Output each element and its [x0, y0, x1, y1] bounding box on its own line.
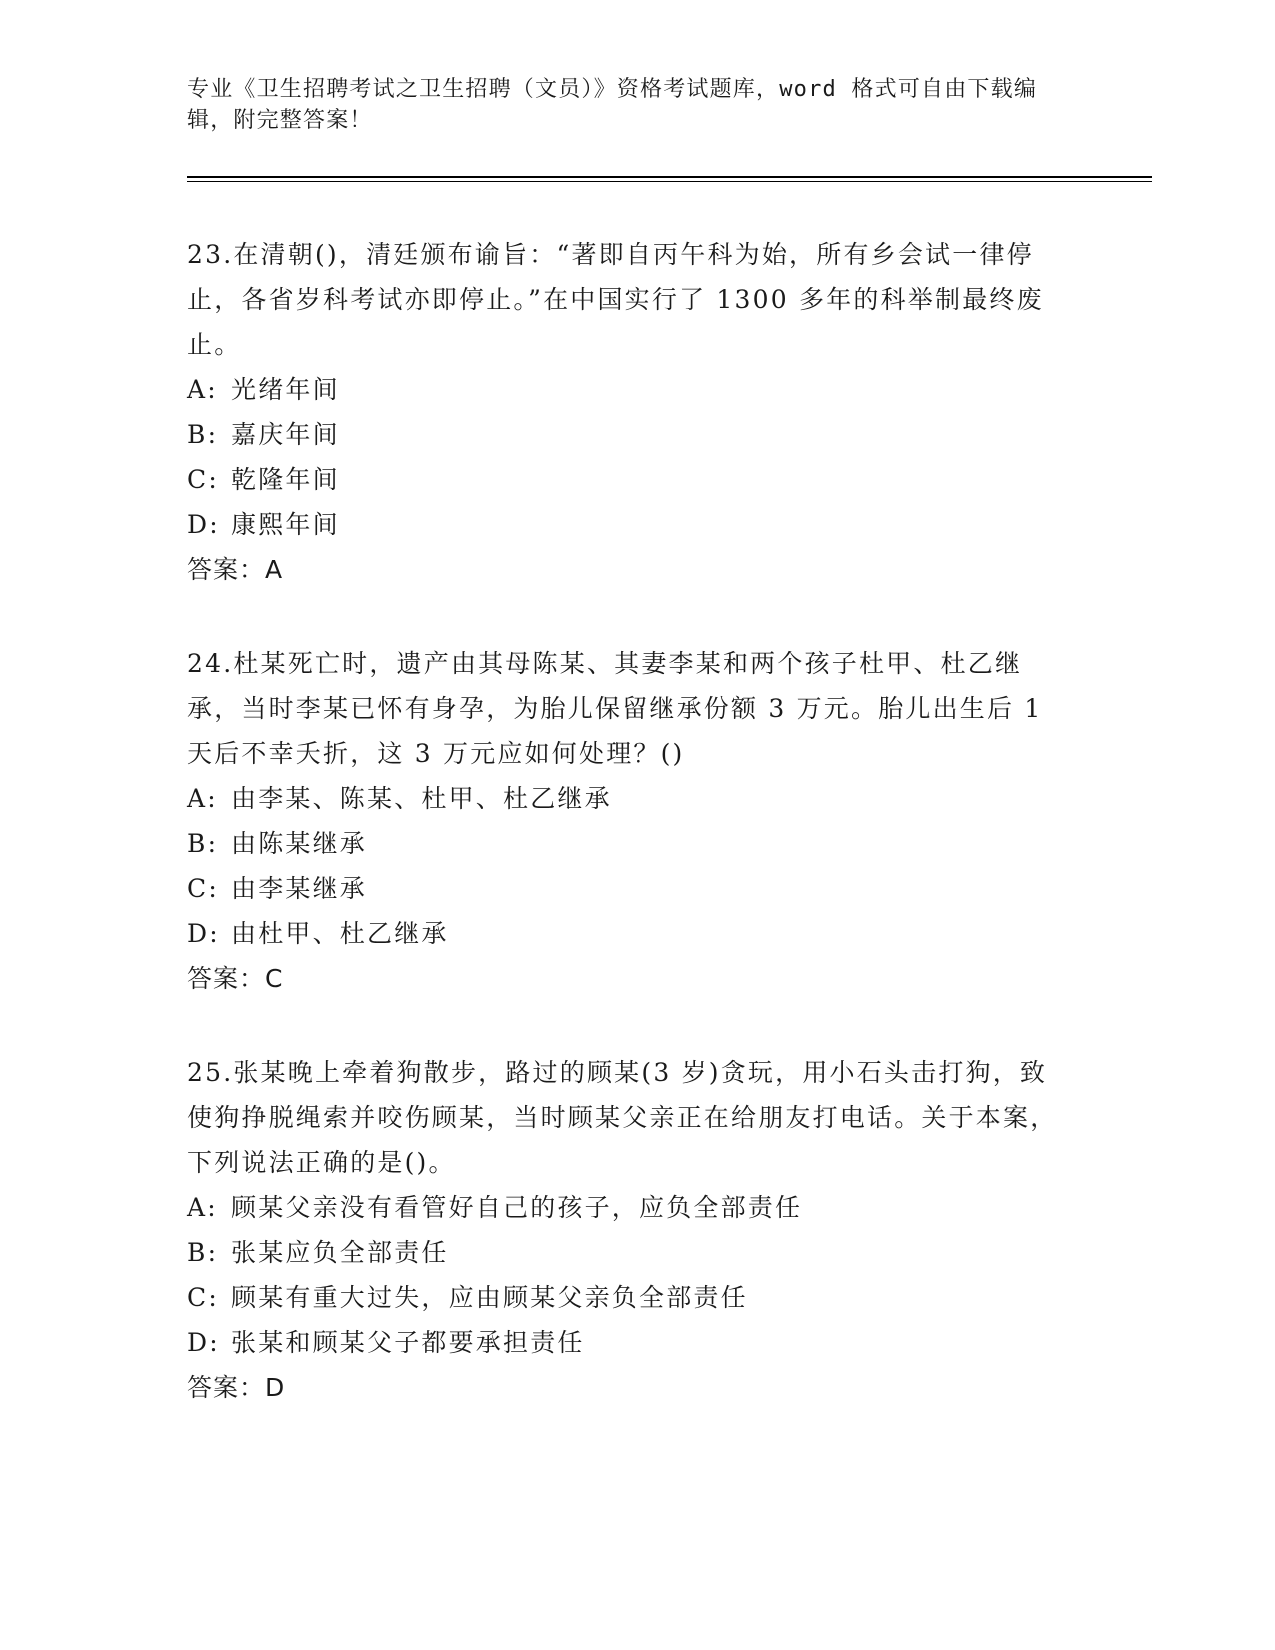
document-header: 专业《卫生招聘考试之卫生招聘（文员）》资格考试题库，word 格式可自由下载编辑，附完整答案！ — [187, 77, 1038, 133]
option-text: 光绪年间 — [231, 375, 340, 404]
option-c — [187, 866, 1067, 911]
option-text: 顾某有重大过失，应由顾某父亲负全部责任 — [231, 1283, 748, 1312]
option-c — [187, 457, 1067, 502]
option-text: 乾隆年间 — [231, 465, 340, 494]
question-23 — [187, 232, 1067, 592]
answer-line: 答案：C — [187, 964, 284, 993]
option-b — [187, 412, 1067, 457]
option-text: 张某应负全部责任 — [231, 1238, 449, 1267]
option-letter: A: — [187, 784, 218, 813]
option-letter: C: — [187, 1283, 219, 1312]
option-b — [187, 1230, 1067, 1275]
question-24 — [187, 641, 1067, 1001]
option-text: 顾某父亲没有看管好自己的孩子，应负全部责任 — [231, 1193, 803, 1222]
header-divider — [187, 176, 1152, 182]
option-letter: C: — [187, 874, 219, 903]
option-letter: A: — [187, 375, 218, 404]
option-text: 由陈某继承 — [231, 829, 368, 858]
option-b — [187, 821, 1067, 866]
option-d — [187, 1320, 1067, 1365]
option-text: 由杜甲、杜乙继承 — [231, 919, 449, 948]
option-letter: B: — [187, 420, 219, 449]
question-25 — [187, 1050, 1067, 1410]
option-text: 由李某继承 — [231, 874, 368, 903]
option-letter: D: — [187, 510, 220, 539]
option-d — [187, 502, 1067, 547]
option-letter: B: — [187, 829, 219, 858]
option-a — [187, 367, 1067, 412]
question-stem: 24.杜某死亡时，遗产由其母陈某、其妻李某和两个孩子杜甲、杜乙继承，当时李某已怀有身孕，为胎儿保留继承份额 3 万元。胎儿出生后 1 天后不幸夭折，这 3 万元应如何处理？() — [187, 649, 1043, 768]
option-d — [187, 911, 1067, 956]
option-letter: D: — [187, 1328, 220, 1357]
option-letter: B: — [187, 1238, 219, 1267]
question-stem: 25.张某晚上牵着狗散步，路过的顾某(3 岁)贪玩，用小石头击打狗，致使狗挣脱绳索并咬伤顾某，当时顾某父亲正在给朋友打电话。关于本案，下列说法正确的是()。 — [187, 1058, 1058, 1177]
option-text: 由李某、陈某、杜甲、杜乙继承 — [231, 784, 612, 813]
option-letter: C: — [187, 465, 219, 494]
option-c — [187, 1275, 1067, 1320]
option-text: 嘉庆年间 — [231, 420, 340, 449]
option-letter: D: — [187, 919, 220, 948]
option-a — [187, 776, 1067, 821]
answer-line: 答案：D — [187, 1373, 286, 1402]
option-letter: A: — [187, 1193, 218, 1222]
question-stem: 23.在清朝()，清廷颁布谕旨：“著即自丙午科为始，所有乡会试一律停止，各省岁科考试亦即停止。”在中国实行了 1300 多年的科举制最终废止。 — [187, 240, 1044, 359]
option-text: 康熙年间 — [231, 510, 340, 539]
option-a — [187, 1185, 1067, 1230]
option-text: 张某和顾某父子都要承担责任 — [231, 1328, 585, 1357]
answer-line: 答案：A — [187, 555, 284, 584]
